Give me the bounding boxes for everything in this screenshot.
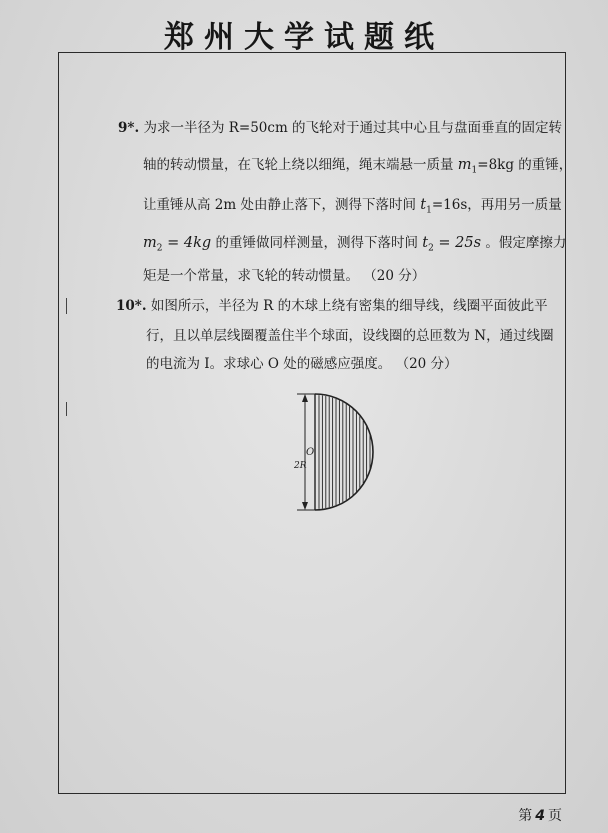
q9-text-4a: 的重锤做同样测量，测得下落时间 xyxy=(211,235,423,251)
page-footer xyxy=(518,805,562,825)
wire-windings xyxy=(319,395,370,509)
mass2-value: = 4kg xyxy=(162,235,212,251)
q10-text-1: 如图所示，半径为 R 的木球上绕有密集的细导线，线圈平面彼此平 xyxy=(150,298,548,314)
arrow-head-bottom-icon xyxy=(302,502,308,510)
hemisphere-figure xyxy=(280,388,390,522)
margin-mark xyxy=(66,402,67,416)
q9-line-4 xyxy=(143,236,566,254)
arrow-head-top-icon xyxy=(302,394,308,402)
footer-prefix: 第 xyxy=(518,808,533,824)
page-title: 郑州大学试题纸 xyxy=(164,20,444,55)
footer-suffix: 页 xyxy=(548,808,562,824)
mass-symbol: m xyxy=(457,157,472,173)
hemisphere-outline xyxy=(315,394,373,510)
q9-line-2 xyxy=(143,158,572,176)
q9-line-1 xyxy=(118,122,562,136)
q9-text-3a: 让重锤从高 2m 处由静止落下，测得下落时间 xyxy=(143,197,421,213)
q9-text-5: 矩是一个常量，求飞轮的转动惯量。 （20 分） xyxy=(143,268,426,284)
q9-text-3b: =16s，再用另一质量 xyxy=(431,197,562,213)
q9-text-2a: 轴的转动惯量，在飞轮上绕以细绳，绳末端悬一质量 xyxy=(143,157,458,173)
q10-line-1 xyxy=(116,300,548,314)
center-label: O xyxy=(306,447,315,458)
q10-number: 10*. xyxy=(116,298,147,314)
time2-subscript: 2 xyxy=(428,243,434,254)
q9-text-4b: 。假定摩擦力 xyxy=(481,235,567,251)
time-symbol: t xyxy=(420,197,427,213)
mass2-symbol: m xyxy=(143,235,157,251)
q10-text-3: 的电流为 I。求球心 O 处的磁感应强度。 （20 分） xyxy=(146,356,458,372)
q10-line-3 xyxy=(146,358,458,372)
time2-value: = 25s xyxy=(433,235,482,251)
q10-line-2 xyxy=(146,330,554,344)
q9-line-3 xyxy=(143,198,562,216)
q9-text-1: 为求一半径为 R=50cm 的飞轮对于通过其中心且与盘面垂直的固定转 xyxy=(143,120,563,136)
page-number: 4 xyxy=(535,808,545,824)
q9-text-2b: =8kg 的重锤， xyxy=(477,157,573,173)
q9-number: 9*. xyxy=(118,120,140,136)
mass2-subscript: 2 xyxy=(156,243,163,254)
q10-text-2: 行，且以单层线圈覆盖住半个球面，设线圈的总匝数为 N，通过线圈 xyxy=(146,328,554,344)
mass-subscript: 1 xyxy=(471,165,478,176)
q9-line-5 xyxy=(143,270,425,284)
time-subscript: 1 xyxy=(426,205,432,216)
hemisphere-diagram xyxy=(280,388,390,518)
time2-symbol: t xyxy=(422,235,429,251)
diameter-label: 2R xyxy=(294,461,307,471)
margin-mark xyxy=(66,298,67,314)
